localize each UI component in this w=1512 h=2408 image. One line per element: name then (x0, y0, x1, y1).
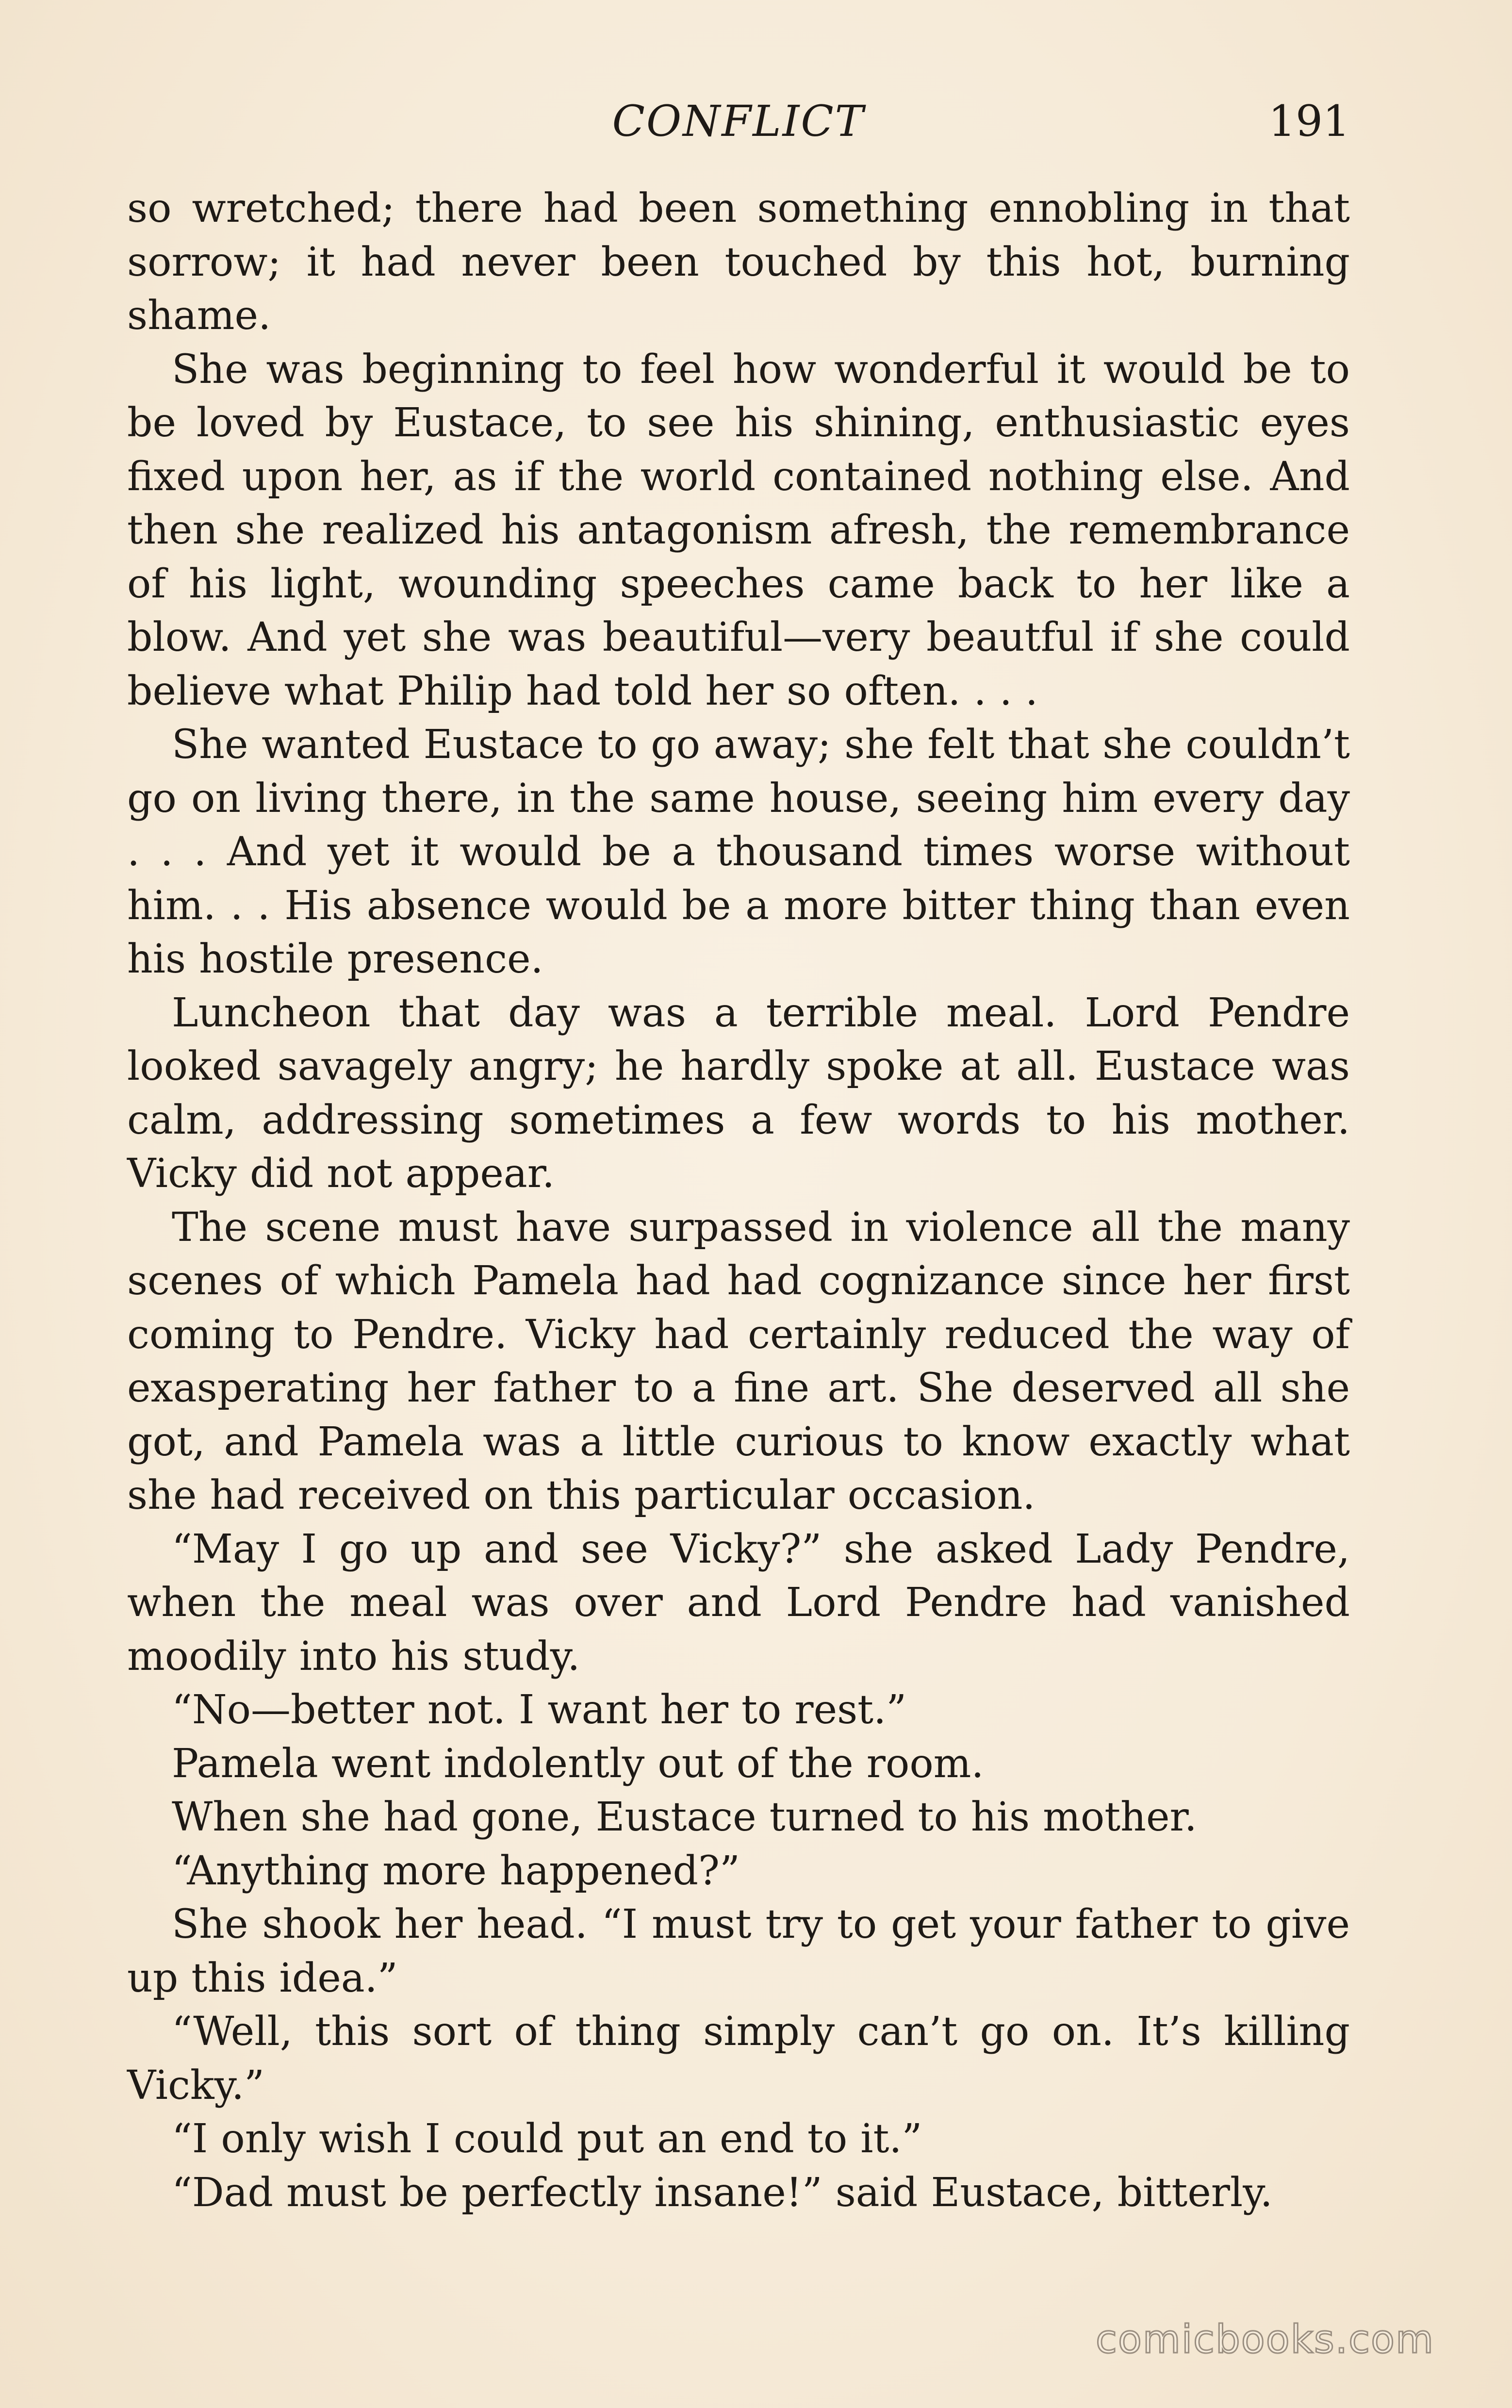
paragraph: “Well, this sort of thing simply can’t go on. It’s killing Vicky.” (127, 2009, 1350, 2109)
watermark: comicbooks.com (1095, 2317, 1434, 2362)
paragraph: Luncheon that day was a terrible meal. Lord Pendre looked savagely angry; he hardly spoke at all. Eustace was calm, addressing sometimes a few words to his mother. Vicky did not appear. (127, 990, 1350, 1197)
paragraph: She was beginning to feel how wonderful it would be to be loved by Eustace, to see his shining, enthusiastic eyes fixed upon her, as if the world contained nothing else. And then she realized his antagonism afresh, the remembrance of his light, wounding speeches came back to her like a blow. And yet she was beautiful—very beautful if she could believe what Philip had told her so often. . . . (127, 346, 1350, 714)
paragraph: When she had gone, Eustace turned to his mother. (172, 1794, 1197, 1840)
paragraph-continued: so wretched; there had been something ennobling in that sorrow; it had never been touched by this hot, burning shame. (127, 185, 1350, 339)
body-text (127, 182, 1350, 2220)
paragraph: “No—better not. I want her to rest.” (172, 1687, 907, 1733)
paragraph: “Anything more happened?” (172, 1847, 740, 1894)
paragraph: The scene must have surpassed in violence all the many scenes of which Pamela had had cognizance since her first coming to Pendre. Vicky had certainly reduced the way of exasperating her father to a fine art. She deserved all she got, and Pamela was a little curious to know exactly what she had received on this particular occasion. (127, 1204, 1350, 1518)
page-header (127, 92, 1350, 150)
paragraph: She wanted Eustace to go away; she felt that she couldn’t go on living there, in the same house, seeing him every day . . . And yet it would be a thousand times worse without him. . . His absence would be a more bitter thing than even his hostile presence. (127, 722, 1350, 982)
paragraph: “Dad must be perfectly insane!” said Eustace, bitterly. (172, 2169, 1273, 2216)
paragraph: “May I go up and see Vicky?” she asked Lady Pendre, when the meal was over and Lord Pendre had vanished moodily into his study. (127, 1526, 1350, 1680)
paragraph: Pamela went indolently out of the room. (172, 1740, 984, 1787)
page-number: 191 (1268, 96, 1350, 146)
running-head: CONFLICT (612, 96, 865, 146)
paragraph: “I only wish I could put an end to it.” (172, 2116, 922, 2162)
paragraph: She shook her head. “I must try to get your father to give up this idea.” (127, 1901, 1350, 2001)
